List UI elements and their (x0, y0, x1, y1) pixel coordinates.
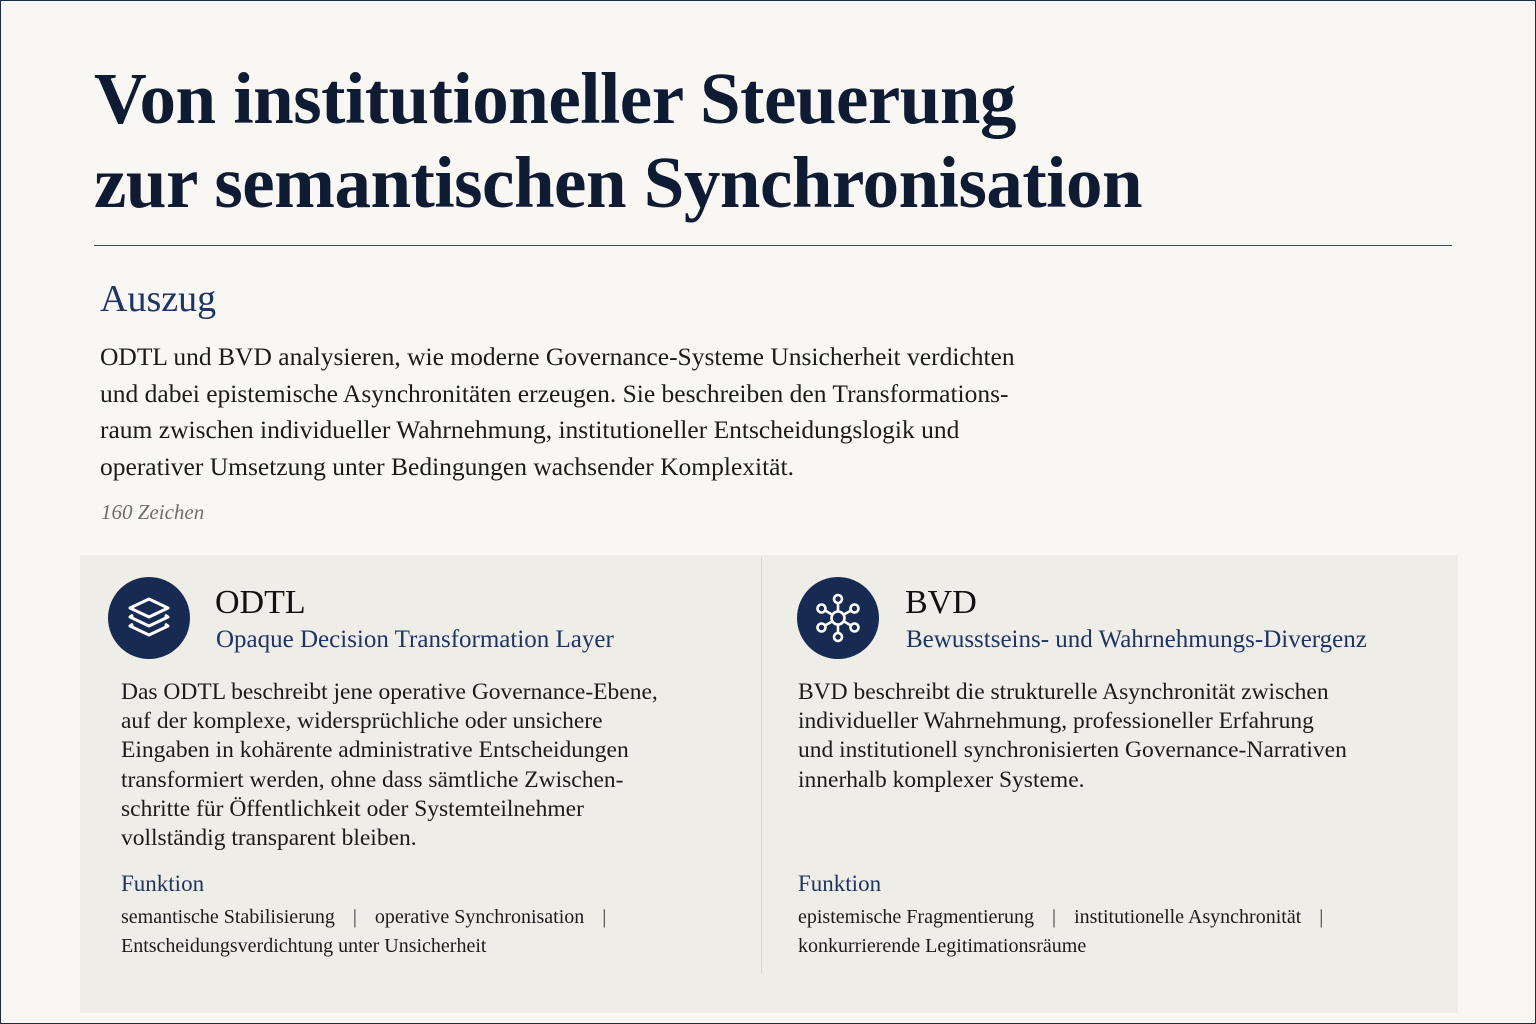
layers-icon-graphic (124, 595, 174, 641)
bvd-function-row (798, 903, 1341, 932)
bvd-function-item: konkurrierende Legitimationsräume (798, 935, 1087, 957)
odtl-description-line: auf der komplexe, widersprüchliche oder unsichere (121, 708, 603, 735)
odtl-description-line: schritte für Öffentlichkeit oder Systemteilnehmer (121, 795, 584, 822)
odtl-description-line: Das ODTL beschreibt jene operative Governance-Ebene, (121, 679, 658, 705)
odtl-function-item: operative Synchronisation (374, 906, 585, 928)
odtl-function-list (121, 903, 624, 961)
odtl-subtitle: Opaque Decision Transformation Layer (216, 626, 614, 653)
title-divider (94, 245, 1452, 246)
panel-divider (761, 557, 762, 973)
bvd-description-line: individueller Wahrnehmung, professioneller Erfahrung (798, 708, 1314, 735)
bvd-description-line: und institutionell synchronisierten Governance-Narrativen (798, 737, 1347, 764)
excerpt-line: ODTL und BVD analysieren, wie moderne Governance-Systeme Unsicherheit verdichten (100, 342, 1015, 371)
network-icon (797, 577, 879, 659)
character-count: 160 Zeichen (101, 500, 205, 524)
bvd-subtitle: Bewusstseins- und Wahrnehmungs-Divergenz (906, 626, 1367, 653)
excerpt-line: raum zwischen individueller Wahrnehmung, institutioneller Entscheidungslogik und (100, 415, 960, 444)
separator: | (602, 906, 607, 928)
odtl-function-item: semantische Stabilisierung (121, 906, 335, 928)
odtl-function-row (121, 932, 624, 961)
bvd-title: BVD (905, 584, 977, 621)
excerpt-line: und dabei epistemische Asynchronitäten erzeugen. Sie beschreiben den Transformations- (100, 378, 1009, 408)
excerpt-line: operativer Umsetzung unter Bedingungen wachsender Komplexität. (100, 451, 794, 481)
bvd-description (798, 678, 1347, 795)
bvd-function-item: epistemische Fragmentierung (798, 906, 1035, 928)
odtl-function-row (121, 903, 624, 932)
bvd-description-line: BVD beschreibt die strukturelle Asynchronität zwischen (798, 679, 1329, 705)
odtl-description-line: Eingaben in kohärente administrative Entscheidungen (121, 737, 629, 764)
bvd-description-line: innerhalb komplexer Systeme. (798, 766, 1085, 793)
separator: | (1319, 906, 1324, 928)
bvd-function-list (798, 903, 1341, 961)
odtl-function-item: Entscheidungsverdichtung unter Unsicherheit (121, 935, 487, 957)
bvd-function-item: institutionelle Asynchronität (1074, 906, 1302, 928)
network-icon-graphic (812, 592, 864, 644)
layers-icon (108, 577, 190, 659)
odtl-function-heading: Funktion (121, 871, 205, 896)
excerpt-text (100, 339, 1180, 485)
bvd-function-row (798, 932, 1341, 961)
odtl-title: ODTL (215, 584, 306, 621)
page-title (94, 57, 1142, 225)
page-title-line-1: Von institutioneller Steuerung (94, 58, 1016, 139)
odtl-description-line: transformiert werden, ohne dass sämtliche Zwischen- (121, 766, 624, 793)
excerpt-heading: Auszug (100, 278, 217, 320)
page-title-line-2: zur semantischen Synchronisation (94, 142, 1143, 223)
odtl-description-line: vollständig transparent bleiben. (121, 825, 417, 852)
separator: | (1052, 906, 1057, 928)
odtl-description (121, 678, 658, 853)
separator: | (352, 906, 357, 928)
bvd-function-heading: Funktion (798, 871, 882, 896)
